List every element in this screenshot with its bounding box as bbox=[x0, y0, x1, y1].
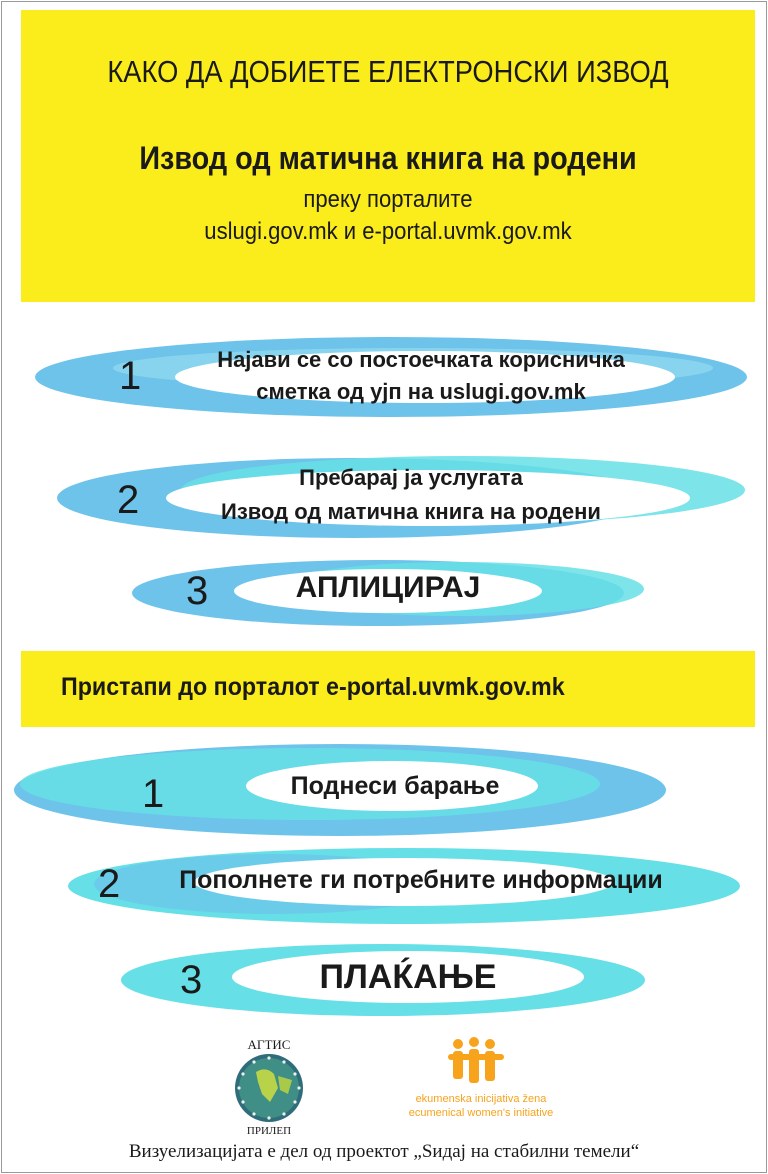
step-number: 3 bbox=[180, 958, 203, 1002]
step-1-uslugi bbox=[33, 334, 749, 420]
step-text-line2: сметка од ујп на uslugi.gov.mk bbox=[256, 379, 586, 404]
footer-note: Визуелизацијата е дел од проектот „Ѕидај на стабилни темели“ bbox=[128, 1141, 640, 1162]
submit-label: Поднеси барање bbox=[290, 772, 500, 800]
svg-text:ПРИЛЕП: ПРИЛЕП bbox=[246, 1125, 292, 1136]
ecumenical-logo bbox=[396, 1034, 566, 1124]
payment-label: ПЛАЌАЊЕ bbox=[319, 958, 497, 996]
step-number: 3 bbox=[186, 569, 209, 613]
portals-text: uslugi.gov.mk и e-portal.uvmk.gov.mk bbox=[204, 218, 572, 245]
step-number: 1 bbox=[119, 354, 142, 398]
step-text-line1: Пребарај ја услугата bbox=[299, 465, 523, 490]
svg-text:АГТИС: АГТИС bbox=[247, 1037, 291, 1052]
eportal-title: Пристапи до порталот e-portal.uvmk.gov.mk bbox=[61, 673, 565, 701]
step-2-fill bbox=[64, 838, 746, 934]
step-1-submit bbox=[10, 738, 678, 842]
fill-info-label: Пополнете ги потребните информации bbox=[179, 866, 663, 894]
via-text: преку порталите bbox=[303, 186, 473, 213]
step-number: 1 bbox=[142, 772, 165, 816]
service-title: Извод од матична книга на родени bbox=[139, 140, 637, 176]
eportal-banner bbox=[21, 651, 755, 727]
svg-text:ekumenska inicijativa žena: ekumenska inicijativa žena bbox=[415, 1093, 547, 1105]
page-title: КАКО ДА ДОБИЕТЕ ЕЛЕКТРОНСКИ ИЗВОД bbox=[107, 54, 669, 89]
step-text-line1: Најави се со постоечката корисничка bbox=[217, 347, 625, 372]
step-text-line2: Извод од матична книга на родени bbox=[221, 499, 601, 524]
header-box bbox=[21, 10, 755, 302]
step-3-payment bbox=[118, 940, 648, 1020]
globe-icon bbox=[226, 1036, 312, 1136]
svg-text:ecumenical women's initiative: ecumenical women's initiative bbox=[408, 1107, 554, 1119]
agtis-logo bbox=[226, 1036, 312, 1136]
step-2-search bbox=[53, 450, 747, 542]
women-figures-icon bbox=[396, 1034, 566, 1124]
apply-label: АПЛИЦИРАЈ bbox=[295, 571, 481, 604]
step-number: 2 bbox=[98, 862, 121, 906]
step-number: 2 bbox=[117, 478, 140, 522]
step-3-apply bbox=[128, 555, 648, 629]
